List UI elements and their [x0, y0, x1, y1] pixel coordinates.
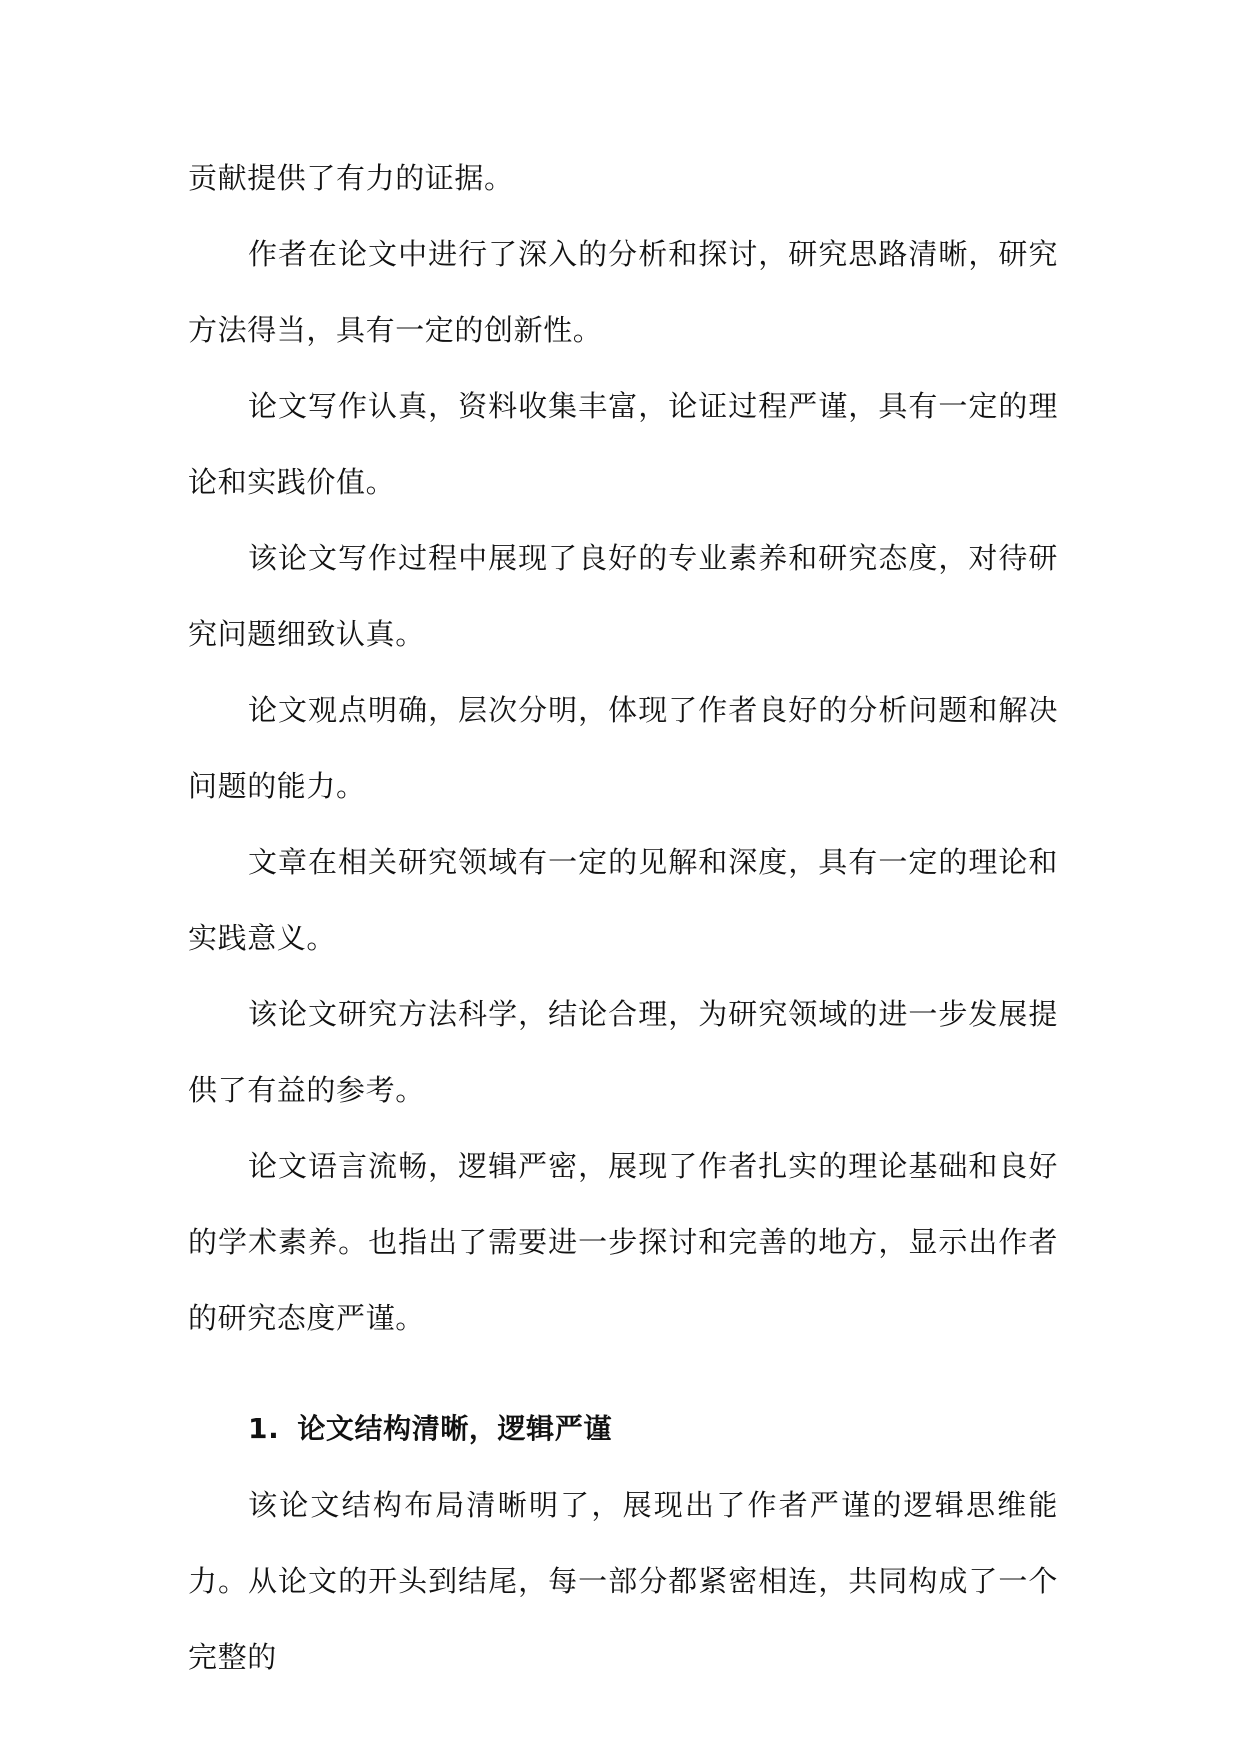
paragraph: 该论文写作过程中展现了良好的专业素养和研究态度，对待研究问题细致认真。 [188, 541, 1058, 651]
section-number: 1. [248, 1412, 280, 1445]
section-heading [188, 1391, 1058, 1467]
paragraph: 论文写作认真，资料收集丰富，论证过程严谨，具有一定的理论和实践价值。 [188, 389, 1058, 499]
paragraph: 该论文结构布局清晰明了，展现出了作者严谨的逻辑思维能力。从论文的开头到结尾，每一部分都紧密相连，共同构成了一个完整的 [188, 1488, 1058, 1674]
paragraph: 论文观点明确，层次分明，体现了作者良好的分析问题和解决问题的能力。 [188, 693, 1058, 803]
paragraph: 作者在论文中进行了深入的分析和探讨，研究思路清晰，研究方法得当，具有一定的创新性。 [188, 237, 1058, 347]
section-title: 论文结构清晰，逻辑严谨 [297, 1412, 612, 1445]
paragraph: 该论文研究方法科学，结论合理，为研究领域的进一步发展提供了有益的参考。 [188, 997, 1058, 1107]
document-body [188, 140, 1058, 1695]
paragraph: 文章在相关研究领域有一定的见解和深度，具有一定的理论和实践意义。 [188, 845, 1058, 955]
paragraph: 论文语言流畅，逻辑严密，展现了作者扎实的理论基础和良好的学术素养。也指出了需要进一步探讨和完善的地方，显示出作者的研究态度严谨。 [188, 1149, 1058, 1335]
paragraph: 贡献提供了有力的证据。 [188, 161, 514, 195]
